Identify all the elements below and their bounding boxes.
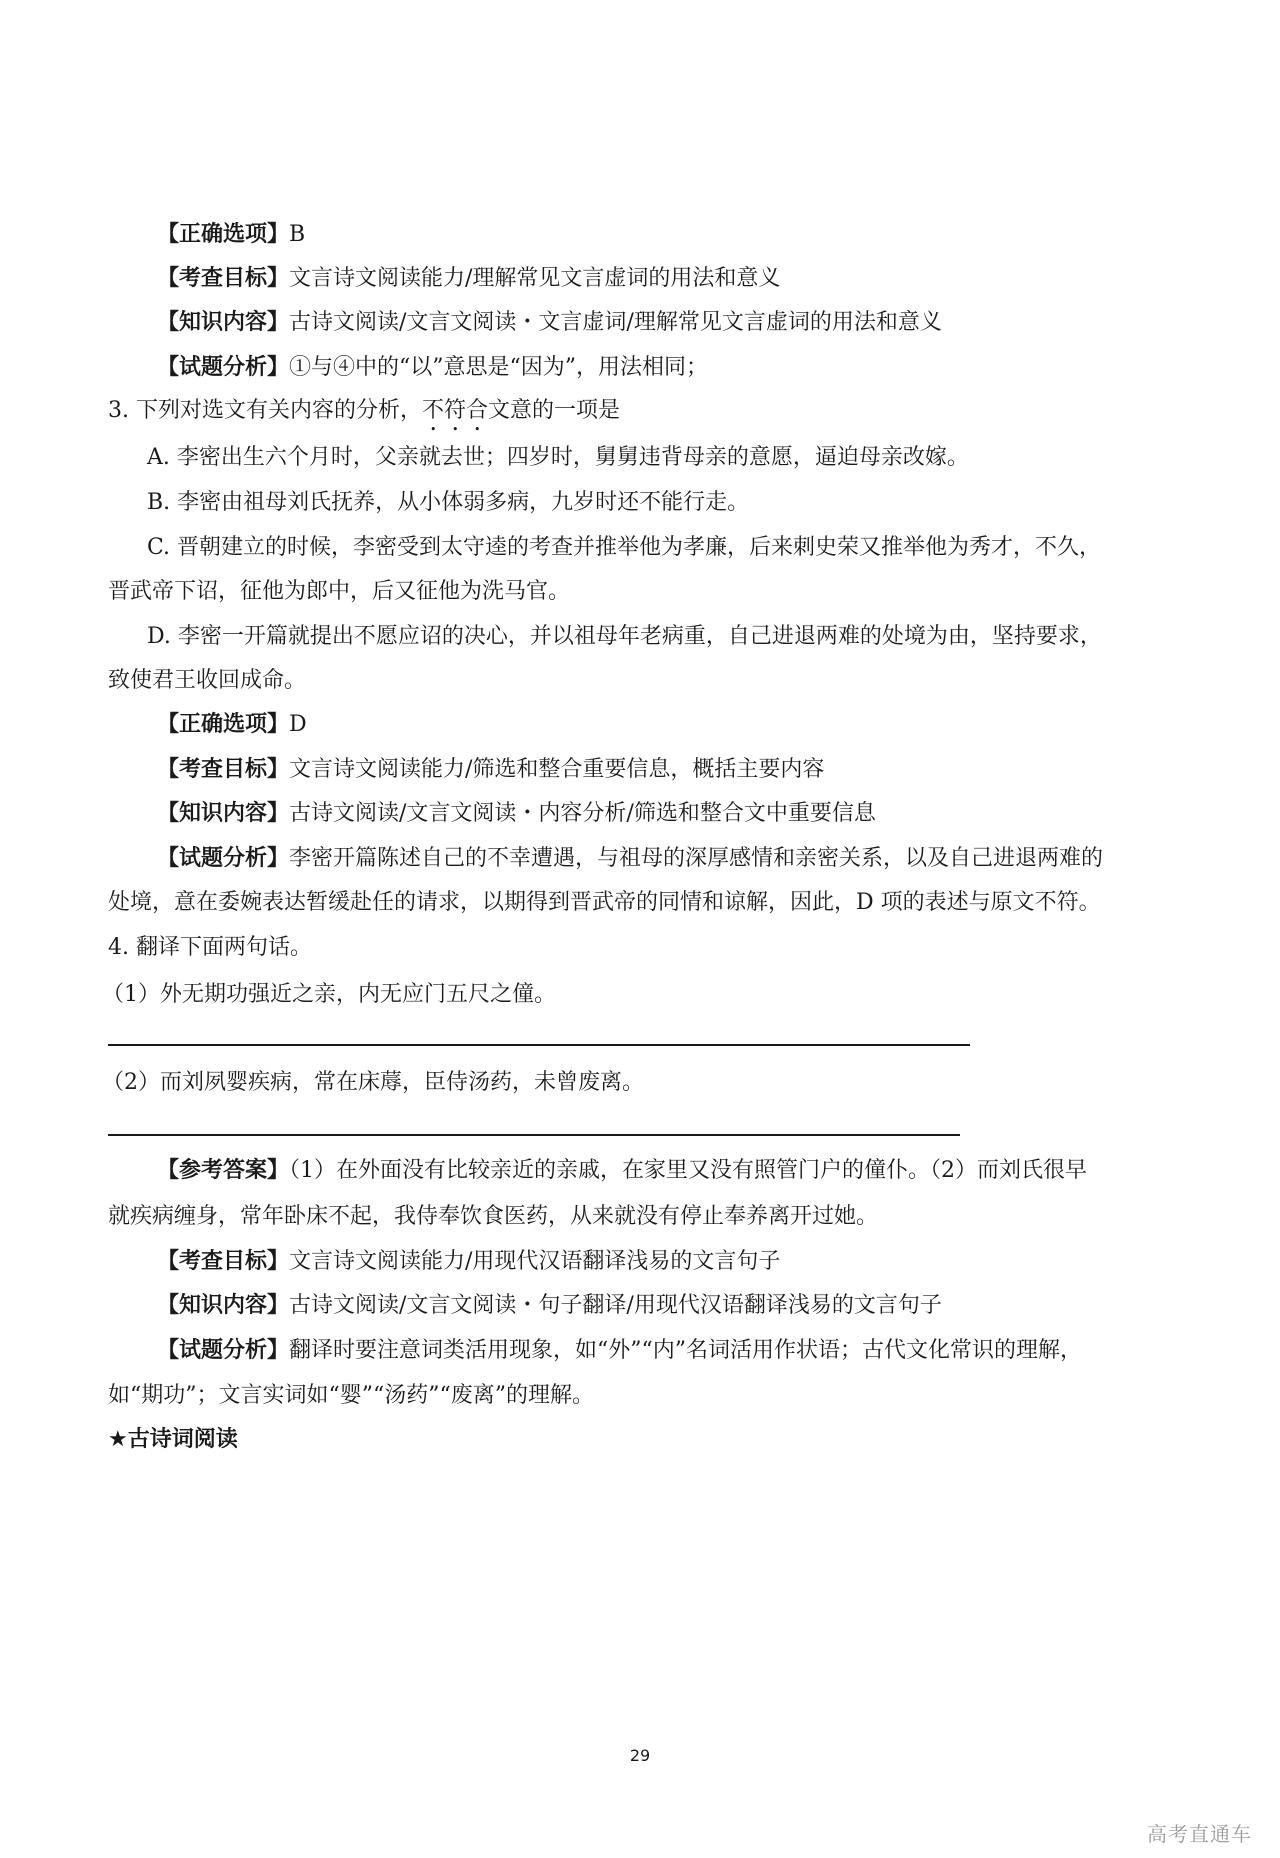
knowledge-text: 古诗文阅读/文言文阅读・内容分析/筛选和整合文中重要信息 [289,801,876,826]
q3-stem-emphasis: 不符合 [421,398,488,423]
q3-stem-part: 3. 下列对选文有关内容的分析， [108,398,422,423]
q4-sentence-1: （1）外无期功强近之亲，内无应门五尺之僮。 [102,982,556,1007]
q3-option-d-cont: 致使君王收回成命。 [108,668,307,693]
knowledge-text: 古诗文阅读/文言文阅读・文言虚词/理解常见文言虚词的用法和意义 [289,310,942,335]
target-tag: 【考查目标】 [157,266,290,291]
q4-reference-cont: 就疾病缠身，常年卧床不起，我侍奉饮食医药，从来就没有停止奉养离开过她。 [108,1204,879,1229]
q4-knowledge-line [157,1291,942,1321]
analysis-text: 翻译时要注意词类活用现象，如“外”“内”名词活用作状语；古代文化常识的理解， [289,1338,1083,1363]
knowledge-text: 古诗文阅读/文言文阅读・句子翻译/用现代汉语翻译浅易的文言句子 [289,1293,942,1318]
target-tag: 【考查目标】 [157,757,290,782]
q3-stem [108,396,620,436]
section-heading: ★古诗词阅读 [108,1427,238,1452]
answer-blank-line-2[interactable] [108,1134,960,1136]
q4-analysis-line [157,1336,1082,1366]
answer-value: B [289,222,306,247]
q3-answer-line [157,710,307,740]
q2-target-line [157,264,780,294]
target-text: 文言诗文阅读能力/用现代汉语翻译浅易的文言句子 [289,1249,781,1274]
analysis-text: ①与④中的“以”意思是“因为”，用法相同； [289,355,709,380]
target-text: 文言诗文阅读能力/筛选和整合重要信息，概括主要内容 [289,757,825,782]
q3-option-a: A. 李密出生六个月时，父亲就去世；四岁时，舅舅违背母亲的意愿，逼迫母亲改嫁。 [147,445,969,470]
q2-answer-line [157,220,305,250]
q4-reference-line [157,1156,1087,1186]
knowledge-tag: 【知识内容】 [157,310,290,335]
q3-target-line [157,755,824,785]
knowledge-tag: 【知识内容】 [157,1293,290,1318]
q3-knowledge-line [157,799,876,829]
q3-analysis-line [157,844,1103,874]
answer-value: D [289,712,307,737]
q4-stem: 4. 翻译下面两句话。 [108,935,312,960]
analysis-tag: 【试题分析】 [157,846,290,871]
q3-option-c: C. 晋朝建立的时候，李密受到太守逵的考查并推举他为孝廉，后来刺史荣又推举他为秀才，不久， [147,535,1102,560]
analysis-tag: 【试题分析】 [157,1338,290,1363]
target-tag: 【考查目标】 [157,1249,290,1274]
q3-analysis-cont: 处境，意在委婉表达暂缓赴任的请求，以期得到晋武帝的同情和谅解，因此，D 项的表述与原文不符。 [108,890,1101,915]
reference-tag: 【参考答案】 [157,1158,290,1183]
reference-text: （1）在外面没有比较亲近的亲戚，在家里又没有照管门户的僮仆。（2）而刘氏很早 [289,1158,1088,1183]
q3-stem-part: 文意的一项是 [488,398,621,423]
answer-tag: 【正确选项】 [157,222,290,247]
answer-blank-line-1[interactable] [108,1044,970,1046]
page-number: 29 [629,1746,651,1765]
analysis-tag: 【试题分析】 [157,355,290,380]
knowledge-tag: 【知识内容】 [157,801,290,826]
analysis-text: 李密开篇陈述自己的不幸遭遇，与祖母的深厚感情和亲密关系，以及自己进退两难的 [289,846,1104,871]
q3-option-c-cont: 晋武帝下诏，征他为郎中，后又征他为洗马官。 [108,579,571,604]
q4-sentence-2: （2）而刘夙婴疾病，常在床蓐，臣侍汤药，未曾废离。 [102,1070,644,1095]
q2-knowledge-line [157,308,942,338]
target-text: 文言诗文阅读能力/理解常见文言虚词的用法和意义 [289,266,781,291]
q4-analysis-cont: 如“期功”；文言实词如“婴”“汤药”“废离”的理解。 [108,1383,594,1408]
q2-analysis-line [157,353,708,383]
watermark: 高考直通车 [1147,1822,1252,1846]
q3-option-b: B. 李密由祖母刘氏抚养，从小体弱多病，九岁时还不能行走。 [147,490,750,515]
q3-option-d: D. 李密一开篇就提出不愿应诏的决心，并以祖母年老病重，自己进退两难的处境为由，坚持要求， [147,624,1102,649]
q4-target-line [157,1247,780,1277]
answer-tag: 【正确选项】 [157,712,290,737]
